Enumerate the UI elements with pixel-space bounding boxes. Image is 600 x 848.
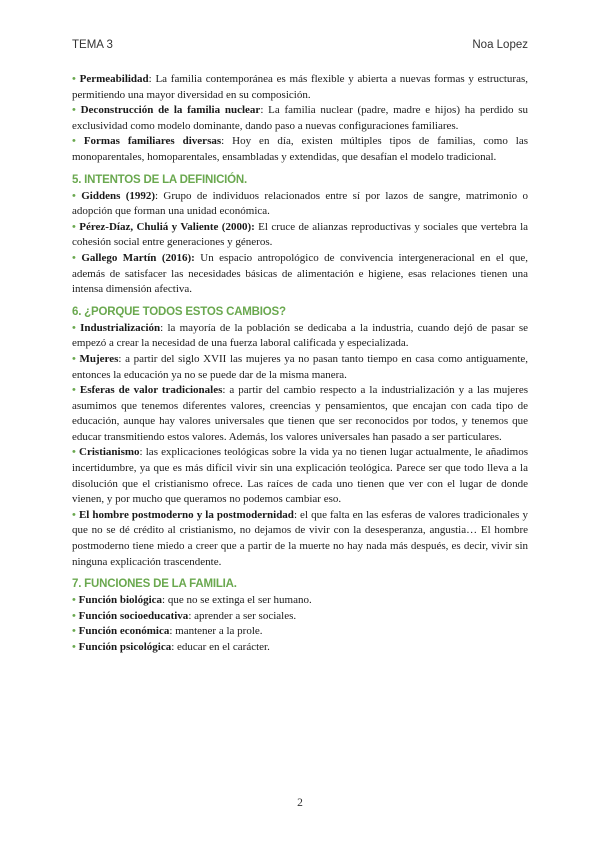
bullet-icon: • [72,321,76,334]
list-item [72,72,528,103]
bullet-icon: • [72,189,76,202]
header-author: Noa Lopez [472,39,528,51]
item-text: : Hoy en día, existen múltiples tipos de familias, como las monoparentales, homoparentales, ensambladas y extendidas, que desafían el modelo tradicional. [72,135,529,163]
list-item [72,321,528,352]
item-term: Función socioeducativa [78,609,189,622]
bullet-icon: • [72,641,76,653]
bullet-icon: • [72,609,76,622]
list-item [72,220,528,251]
header-topic: TEMA 3 [72,39,113,51]
list-item [72,352,528,383]
item-text: : a partir del siglo XVII las mujeres ya no pasan tanto tiempo en casa como antiguamente, entonces la educación ya no se puede dar de la misma manera. [72,352,529,381]
item-term: Cristianismo [79,446,140,459]
item-text: : La familia contemporánea es más flexible y abierta a nuevas formas y estructuras, permitiendo una mayor diversidad en su composición. [72,73,529,101]
item-text: : el que falta en las esferas de valores tradicionales y que no se dé crédito al cristianismo, no dejamos de vivir con la desesperanza, angustia… El hombre postmoderno tiene miedo a creer que a partir de la muerte no hay nada más después, es decir, vivir sin ninguna explicación trascendente. [72,508,529,568]
bullet-icon: • [72,594,76,607]
item-term: Esferas de valor tradicionales [79,384,223,397]
page-number: 2 [297,797,303,809]
item-term: Mujeres [79,352,119,365]
bullet-icon: • [72,625,76,638]
list-item [72,609,528,625]
item-text: : a partir del cambio respecto a la industrialización y a las mujeres asumimos que tenemos diferentes valores, creencias y pensamientos, que encajan con cada tipo de educación, aunque hay valores universales que tienen que ser reconocidos por todos, y tenemos que educar transmitiendo estos valores. Además, los valores universales han pasado a ser particulares. [72,384,529,443]
bullet-icon: • [72,508,76,521]
section-heading: 5. INTENTOS DE LA DEFINICIÓN. [72,173,248,186]
list-item [72,624,528,640]
section-changes [72,306,528,571]
item-term: Industrialización [80,321,161,334]
section-functions [72,578,528,655]
bullet-icon: • [72,384,76,397]
item-term: Función biológica [78,594,163,607]
item-term: Gallego Martín (2016): [81,251,195,264]
list-item [72,593,528,609]
bullet-icon: • [72,446,76,459]
item-text: : mantener a la prole. [169,625,263,638]
item-text: : La familia nuclear (padre, madre e hijos) ha perdido su exclusividad como modelo dominante, dando paso a nuevas configuraciones familiares. [72,104,528,132]
item-term: El hombre postmoderno y la postmodernidad [78,508,294,521]
item-text: : las explicaciones teológicas sobre la vida ya no tienen lugar actualmente, le añadimos incertidumbre, ya que es más difícil vivir sin una explicación teológica. Parece ser que todo lleva a la disolución que el cristianismo ofrece. Las raíces de cada uno tienen que ver con el lugar de donde vienen, y por mucho que queramos no podemos cambiar eso. [72,446,529,506]
list-item [72,251,528,298]
item-text: : que no se extinga el ser humano. [162,594,312,607]
bullet-icon: • [72,352,76,365]
item-text: : educar en el carácter. [171,641,270,653]
item-term: Giddens (1992) [81,189,156,202]
bullet-icon: • [72,220,76,233]
item-term: Deconstrucción de la familia nuclear [80,104,261,117]
bullet-icon: • [72,73,76,85]
bullet-icon: • [72,251,76,264]
section-heading: 6. ¿PORQUE TODOS ESTOS CAMBIOS? [72,305,286,318]
section-heading: 7. FUNCIONES DE LA FAMILIA. [72,578,237,591]
item-text: : aprender a ser sociales. [188,609,297,622]
item-term: Pérez-Díaz, Chuliá y Valiente (2000): [79,220,255,233]
page-header [72,39,528,55]
item-text: Un espacio antropológico de convivencia intergeneracional en el que, además de satisfacer las necesidades básicas de alimentación e higiene, esas relaciones tienen una intensa dimensión afectiva. [72,251,528,296]
item-text: : Grupo de individuos relacionados entre sí por lazos de sangre, matrimonio o adopción que forman una unidad económica. [72,189,529,218]
list-item [72,640,528,656]
list-item [72,189,528,220]
page-content [72,72,528,664]
item-term: Permeabilidad [79,73,149,85]
list-item [72,103,528,134]
list-item [72,134,528,165]
bullet-icon: • [72,104,76,117]
list-item [72,508,528,570]
item-term: Función psicológica [78,641,172,653]
intro-list [72,72,528,166]
list-item [72,383,528,445]
item-text: El cruce de alianzas reproductivas y sociales que vertebra la cohesión social entre generaciones y géneros. [72,220,529,249]
item-text: : la mayoría de la población se dedicaba a la industria, cuando dejó de pasar se empezó a crear la necesidad de una fuerza laboral calificada y especializada. [72,321,529,350]
section-definitions [72,174,528,298]
item-term: Formas familiares diversas [83,135,222,148]
item-term: Función económica [78,625,170,638]
bullet-icon: • [72,135,76,148]
list-item [72,445,528,507]
